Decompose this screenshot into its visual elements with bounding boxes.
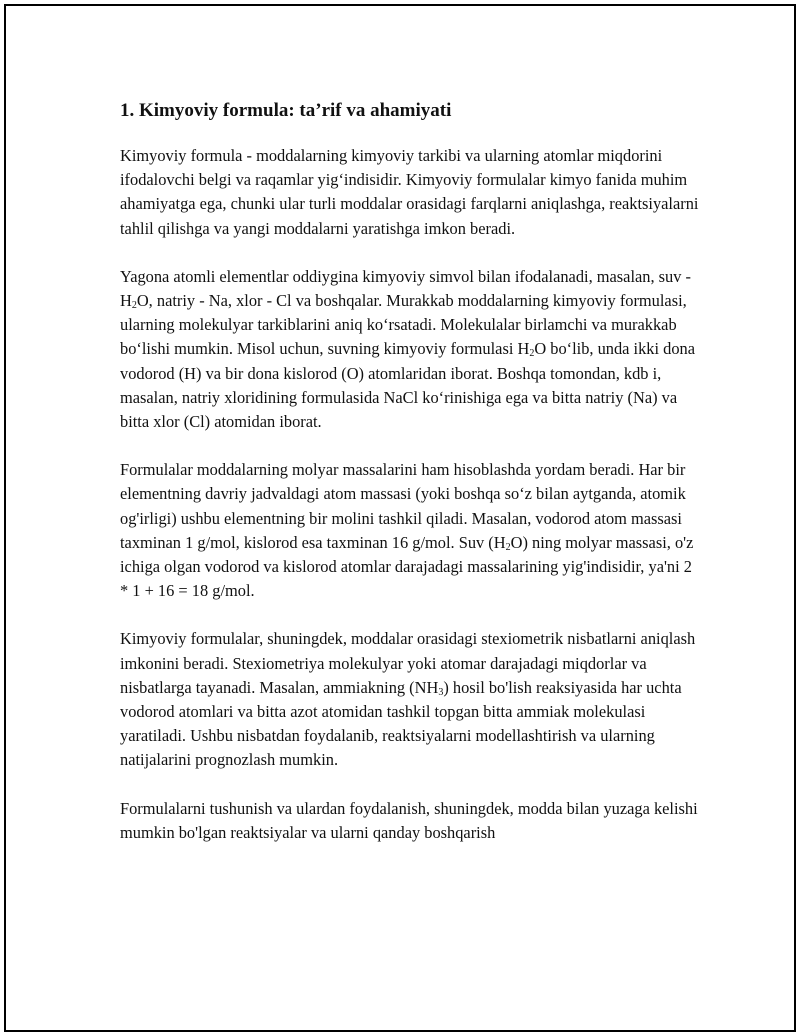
text-run: Kimyoviy formulalar, shuningdek, moddalar orasidagi stexiometrik nisbatlarni aniqlash imkonini beradi. Stexiometriya molekulyar yoki atomar darajadagi miqdorlar va nisbatlarga tayanadi. Masalan, ammiakning (NH: [120, 629, 696, 697]
paragraph-usage: Formulalarni tushunish va ulardan foydalanish, shuningdek, modda bilan yuzaga kelishi mumkin bo'lgan reaktsiyalar va ularni qanday boshqarish: [120, 798, 698, 842]
subscript: 2: [529, 348, 535, 360]
text-run: ) hosil bo'lish reaksiyasida har uchta vodorod atomlari va bitta azot atomidan tashkil topgan bitta ammiak molekulasi yaratiladi. Ushbu nisbatdan foydalanib, reaktsiyalarni modellashtirish va ularning natijalarini prognozlash mumkin.: [120, 677, 682, 770]
page-frame: [4, 4, 796, 1032]
paragraph-molar-mass: [120, 458, 700, 603]
text-run: Formulalar moddalarning molyar massalarini ham hisoblashda yordam beradi. Har bir elementning davriy jadvaldagi atom massasi (yoki boshqa so‘z bilan aytganda, atomik og'irligi) ushbu elementning bir molini tashkil qiladi. Masalan, vodorod atom massasi taxminan 1 g/mol, kislorod esa taxminan 16 g/mol. Suv (H: [120, 460, 686, 552]
document-body: [120, 98, 700, 869]
paragraph-stoichiometry: [120, 627, 700, 772]
text-run: Yagona atomli elementlar oddiygina kimyoviy simvol bilan ifodalanadi, masalan, suv - H: [120, 266, 691, 311]
paragraph-definition: Kimyoviy formula - moddalarning kimyoviy tarkibi va ularning atomlar miqdorini ifodalovchi belgi va raqamlar yig‘indisidir. Kimyoviy formulalar kimyo fanida muhim ahamiyatga ega, chunki ular turli moddalar orasidagi farqlarni aniqlashga, reaktsiyalarni tahlil qilishga va yangi moddalarni yaratishga imkon beradi.: [120, 146, 699, 238]
text-run: O, natriy - Na, xlor - Cl va boshqalar. Murakkab moddalarning kimyoviy formulasi, ularning molekulyar tarkiblarini aniq ko‘rsatadi. Molekulalar birlamchi va murakkab bo‘lishi mumkin. Misol uchun, suvning kimyoviy formulasi H: [120, 291, 687, 359]
paragraph-elements: [120, 265, 700, 434]
subscript: 3: [438, 686, 444, 698]
subscript: 2: [505, 541, 511, 553]
subscript: 2: [131, 300, 137, 312]
text-run: O bo‘lib, unda ikki dona vodorod (H) va bir dona kislorod (O) atomlaridan iborat. Boshqa tomondan, kdb i, masalan, natriy xloridining formulasida NaCl ko‘rinishiga ega va bitta natriy (Na) va bitta xlor (Cl) atomidan iborat.: [120, 339, 696, 432]
section-heading: 1. Kimyoviy formula: ta’rif va ahamiyati: [120, 100, 452, 121]
text-run: O) ning molyar massasi, o'z ichiga olgan vodorod va kislorod atomlar darajadagi massalarining yig'indisidir, ya'ni 2 * 1 + 16 = 18 g/mol.: [120, 532, 694, 601]
